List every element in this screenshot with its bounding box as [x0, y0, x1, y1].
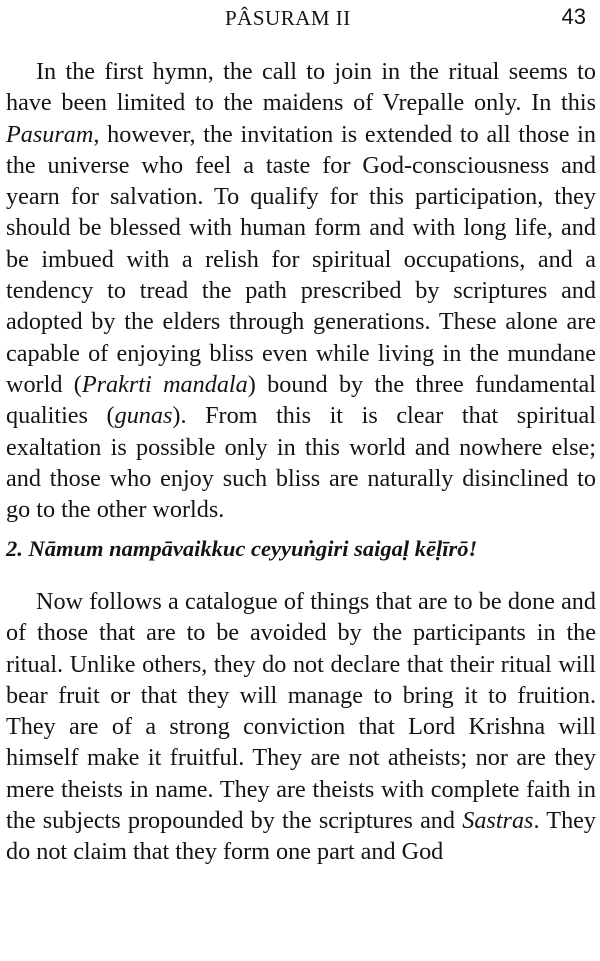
term-pasuram: Pasuram [6, 120, 94, 148]
paragraph-1-segment-4: ). From this it is clear that spiritual exaltation is possible only in this world and nowhere else; and those who enjoy such bliss are naturally disinclined to go to the other worlds. [6, 402, 596, 524]
verse-heading [6, 533, 596, 565]
verse-number: 2. [6, 536, 23, 561]
paragraph-1-segment-3: ) bound by the three fundamental qualities ( [6, 370, 596, 430]
term-gunas: gunas [114, 402, 173, 430]
running-head-title: PÂSURAM II [225, 6, 351, 30]
paragraph-1 [6, 56, 596, 525]
verse-text: Nāmum nampāvaikkuc ceyyuṅgiri saigaḷ kēḷīrō! [28, 536, 478, 561]
paragraph-1-text [6, 56, 596, 525]
paragraph-2-text [6, 586, 596, 868]
paragraph-2-segment-1: Now follows a catalogue of things that are to be done and of those that are to be avoided by the participants in the ritual. Unlike others, they do not declare that their ritual will bear fruit or that they will manage to bring it to fruition. They are of a strong conviction that Lord Krishna will himself make it fruitful. They are not atheists; nor are they mere theists in name. They are theists with complete faith in the subjects propounded by the scriptures and [6, 588, 596, 835]
paragraph-2 [6, 586, 596, 868]
paragraph-1-segment-2: , however, the invitation is extended to all those in the universe who feel a taste for God-consciousness and yearn for salvation. To qualify for this participation, they should be blessed with human form and with long life, and be imbued with a relish for spiritual occupations, and a tendency to tread the path prescribed by scriptures and adopted by the elders through generations. These alone are capable of enjoying bliss even while living in the mundane world ( [6, 120, 596, 398]
paragraph-1-segment-1: In the first hymn, the call to join in the ritual seems to have been limited to the maidens of Vrepalle only. In this [6, 58, 596, 117]
page-number: 43 [561, 4, 586, 29]
paragraph-2-segment-2: . They do not claim that they form one part and God [6, 807, 596, 866]
term-sastras: Sastras [462, 807, 534, 835]
running-head [0, 4, 600, 34]
term-prakrti-mandala: Prakrti mandala [81, 370, 248, 398]
